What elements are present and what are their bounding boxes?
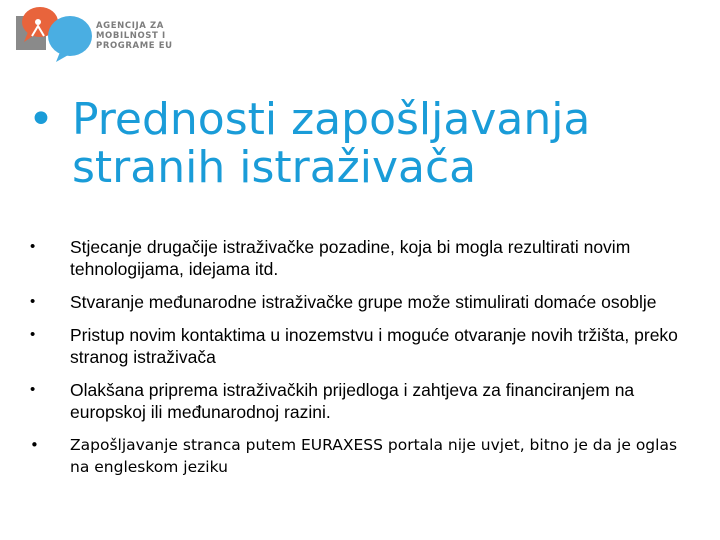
agency-logo: [12, 4, 172, 64]
bullet-marker: •: [30, 381, 36, 398]
bullet-list: [28, 236, 688, 489]
title-bullet: •: [28, 94, 54, 145]
title-line-1: [28, 96, 708, 144]
bullet-text: Olakšana priprema istraživačkih prijedloga i zahtjeva za financiranjem na europskoj ili međunarodnoj razini.: [70, 380, 635, 422]
bullet-item: [28, 379, 688, 423]
logo-text: [96, 21, 173, 51]
bullet-marker: •: [30, 436, 39, 454]
logo-line-2: MOBILNOST I: [96, 31, 166, 41]
bullet-item: [28, 324, 688, 368]
bullet-marker: •: [30, 326, 36, 343]
bullet-item: [28, 236, 688, 280]
bullet-item: [28, 434, 688, 478]
logo-speech-bubbles-icon: [12, 4, 94, 64]
bullet-item: [28, 291, 688, 313]
logo-line-1: AGENCIJA ZA: [96, 21, 164, 31]
bullet-marker: •: [30, 238, 36, 255]
logo-line-3: PROGRAME EU: [96, 41, 173, 51]
title-text-1: Prednosti zapošljavanja: [72, 94, 591, 145]
bullet-marker: •: [30, 293, 36, 310]
title-line-2: stranih istraživača: [72, 142, 477, 193]
bullet-text: Pristup novim kontaktima u inozemstvu i moguće otvaranje novih tržišta, preko stranog istraživača: [70, 325, 678, 367]
bullet-text: Stjecanje drugačije istraživačke pozadine, koja bi mogla rezultirati novim tehnologijama, idejama itd.: [70, 237, 631, 279]
bullet-text: Zapošljavanje stranca putem EURAXESS portala nije uvjet, bitno je da je oglas na engleskom jeziku: [70, 436, 678, 476]
bullet-text: Stvaranje međunarodne istraživačke grupe može stimulirati domaće osoblje: [70, 292, 657, 312]
slide-title: [28, 96, 708, 192]
